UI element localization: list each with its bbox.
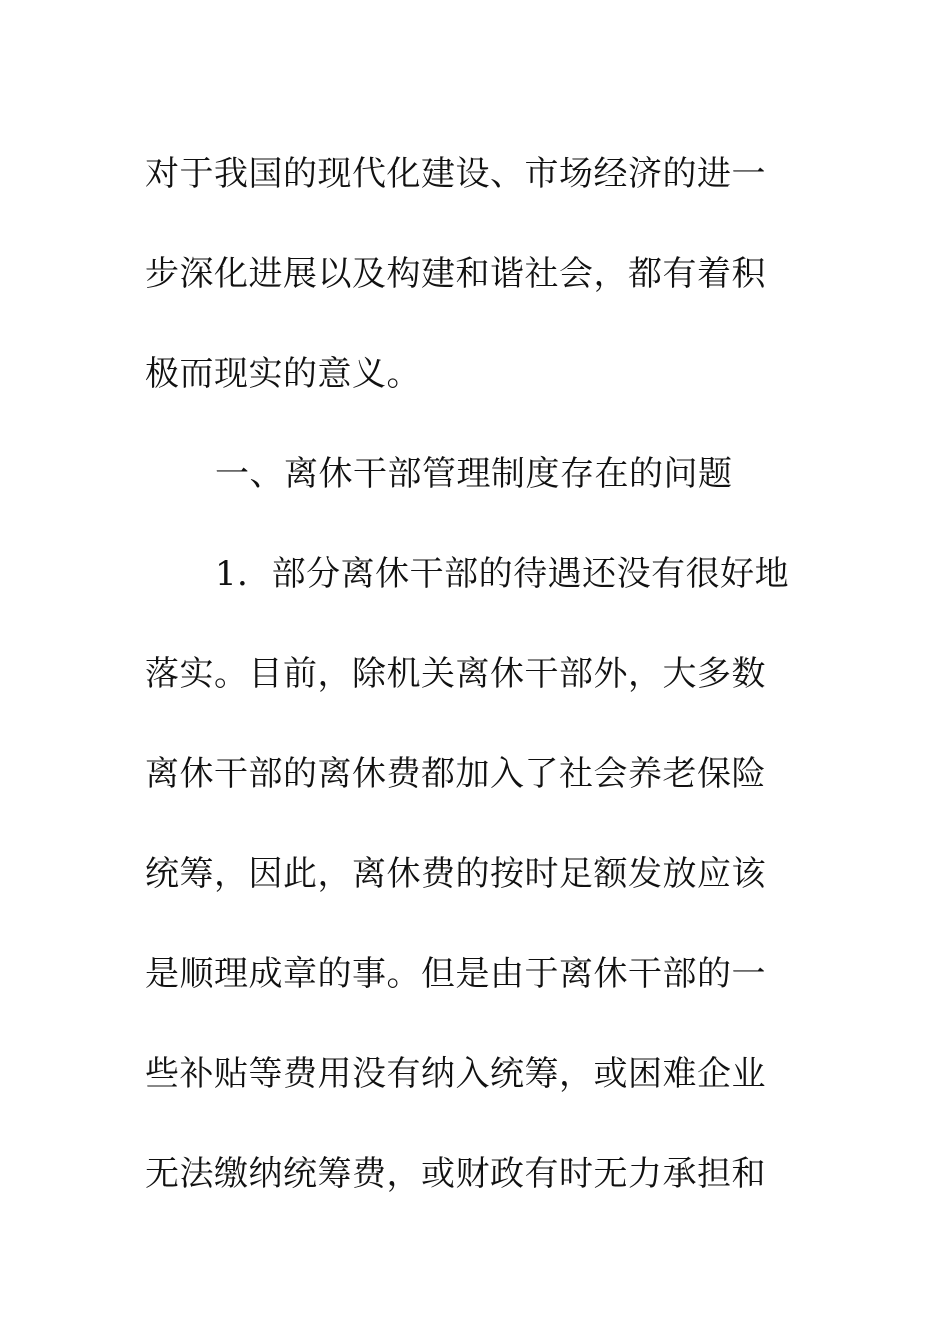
text-line: 落实。目前，除机关离休干部外，大多数 [145,654,766,694]
section-heading: 一、离休干部管理制度存在的问题 [215,454,733,494]
text-line: 些补贴等费用没有纳入统筹，或困难企业 [145,1054,766,1094]
text-line: 步深化进展以及构建和谐社会，都有着积 [145,254,766,294]
document-body [145,124,825,1224]
text-line: 是顺理成章的事。但是由于离休干部的一 [145,954,766,994]
text-line: 统筹，因此，离休费的按时足额发放应该 [145,854,766,894]
text-line: 极而现实的意义。 [145,354,421,394]
text-line: 离休干部的离休费都加入了社会养老保险 [145,754,766,794]
text-line: 无法缴纳统筹费，或财政有时无力承担和 [145,1154,766,1194]
text-line: 对于我国的现代化建设、市场经济的进一 [145,154,766,194]
subsection-first-line: 1．部分离休干部的待遇还没有很好地 [215,554,790,594]
